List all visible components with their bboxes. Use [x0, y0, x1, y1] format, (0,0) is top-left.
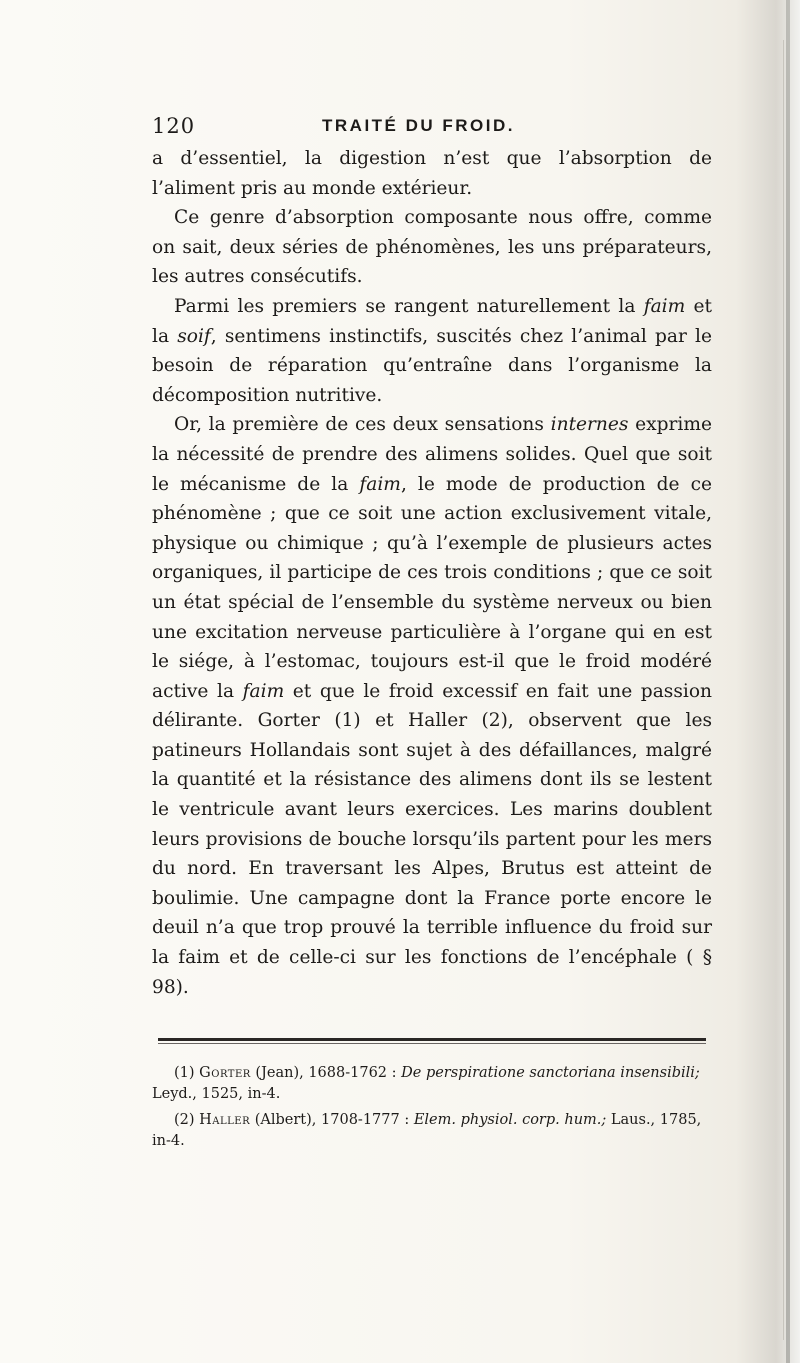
- footnotes: [152, 1063, 712, 1157]
- footnote-2-title: Elem. physiol. corp. hum.;: [413, 1112, 607, 1128]
- paragraph-3-text-a: Parmi les premiers se rangent naturellement la: [174, 295, 644, 317]
- footnote-1: [152, 1063, 712, 1105]
- term-internes: internes: [550, 414, 629, 436]
- term-soif: soif: [177, 325, 211, 347]
- term-faim: faim: [359, 473, 401, 495]
- term-faim: faim: [242, 680, 285, 702]
- footnote-1-number: (1): [174, 1065, 200, 1081]
- footnote-2: [152, 1110, 712, 1152]
- paragraph-4-text-b: exprime la nécessité de prendre des alimens solides. Quel que soit le mécanisme de la: [152, 414, 713, 495]
- paragraph-3-text-c: , sentimens instinctifs, suscités chez l’animal par le besoin de réparation qu’entraîne dans l’organisme la décomposition nutritive.: [152, 325, 712, 406]
- footnote-1-title: De perspiratione sanctoriana insensibili;: [401, 1065, 700, 1081]
- term-faim: faim: [643, 295, 686, 317]
- footnote-2-number: (2): [174, 1112, 200, 1128]
- page-number: 120: [152, 114, 196, 138]
- footnote-1-dates: (Jean), 1688-1762 :: [250, 1065, 402, 1081]
- paragraph-4-text-c: , le mode de production de ce phénomène ; que ce soit une action exclusivement vitale, physique ou chimique ; qu’à l’exemple de plusieurs actes organiques, il participe de ces trois conditions ; que ce soit un état spécial de l’ensemble du système nerveux ou bien une excitation nerveuse particulière à l’organe qui en est le siége, à l’estomac, toujours est-il que le froid modéré active la: [152, 473, 713, 702]
- book-page-edge-shadow: [783, 40, 784, 1340]
- footnote-2-dates: (Albert), 1708-1777 :: [250, 1112, 414, 1128]
- paragraph-3-text-b: et la: [152, 295, 712, 347]
- footnote-1-imprint: Leyd., 1525, in-4.: [152, 1086, 281, 1102]
- paragraph-4-text-d: et que le froid excessif en fait une passion délirante. Gorter (1) et Haller (2), observent que les patineurs Hollandais sont sujet à des défaillances, malgré la quantité et la résistance des alimens dont ils se lestent le ventricule avant leurs exercices. Les marins doublent leurs provisions de bouche lorsqu’ils partent pour les mers du nord. En traversant les Alpes, Brutus est atteint de boulimie. Une campagne dont la France porte encore le deuil n’a que trop prouvé la terrible influence du froid sur la faim et de celle-ci sur les fonctions de l’encéphale ( § 98).: [152, 680, 712, 998]
- running-title: TRAITÉ DU FROID.: [322, 116, 515, 135]
- paragraph-2: Ce genre d’absorption composante nous offre, comme on sait, deux séries de phénomènes, les uns préparateurs, les autres consécutifs.: [152, 207, 712, 288]
- footnote-2-author: Haller: [199, 1112, 251, 1128]
- paragraph-1: a d’essentiel, la digestion n’est que l’absorption de l’aliment pris au monde extérieur.: [152, 148, 712, 199]
- running-head: [152, 114, 712, 144]
- footnote-1-author: Gorter: [199, 1065, 251, 1081]
- footnote-rule-thin: [158, 1043, 706, 1044]
- book-page-edge: [786, 0, 790, 1363]
- body-text: [152, 144, 712, 1002]
- footnote-rule: [158, 1038, 706, 1041]
- footnote-2-imprint: Laus., 1785, in-4.: [152, 1112, 702, 1149]
- paragraph-4-text-a: Or, la première de ces deux sensations: [174, 414, 551, 436]
- paragraph-4: [152, 410, 712, 1002]
- paragraph-3: [152, 292, 712, 410]
